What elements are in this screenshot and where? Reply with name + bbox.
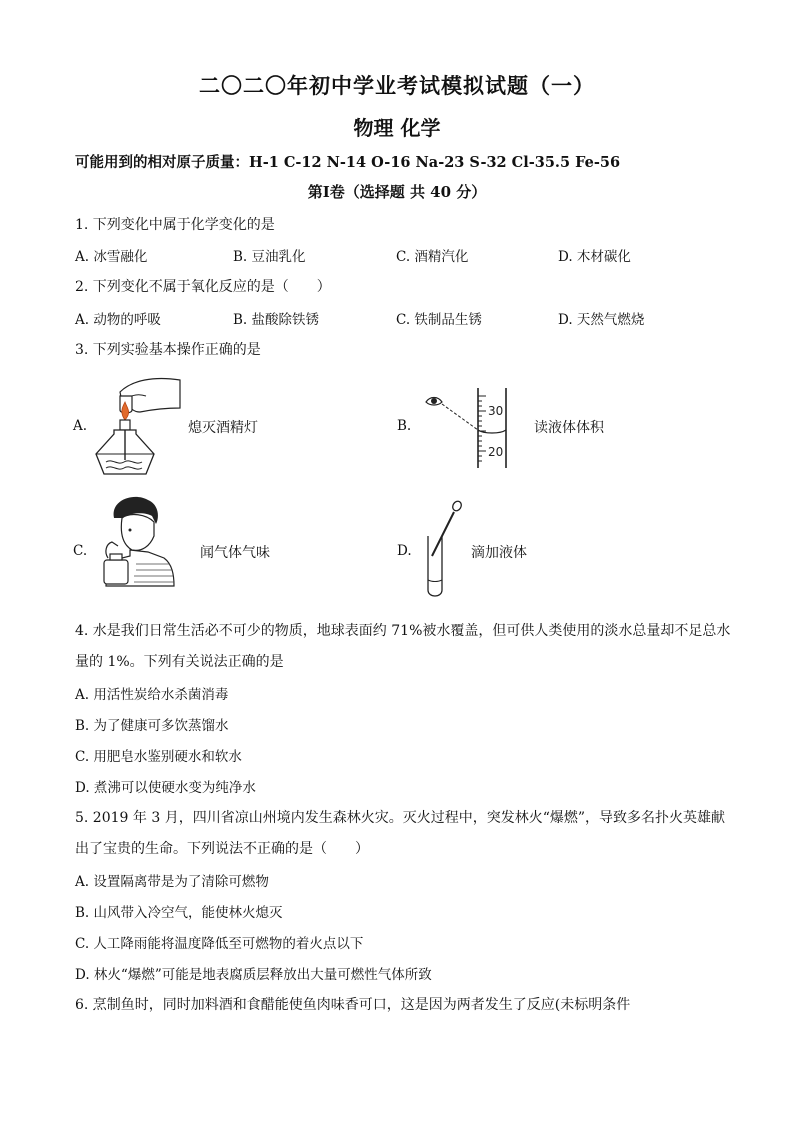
- question-5-stem-line-2: 出了宝贵的生命。下列说法不正确的是（ ）: [75, 841, 369, 857]
- question-4-option-c: C. 用肥皂水鉴别硬水和软水: [75, 749, 242, 765]
- cylinder-scale-top: 30: [488, 404, 504, 418]
- question-2-option-c: C. 铁制品生锈: [396, 312, 482, 328]
- question-5-option-b: B. 山风带入冷空气，能使林火熄灭: [75, 905, 283, 921]
- question-4-option-d: D. 煮沸可以使硬水变为纯净水: [75, 780, 256, 796]
- question-2-option-a: A. 动物的呼吸: [75, 312, 161, 328]
- question-4-option-b: B. 为了健康可多饮蒸馏水: [75, 718, 229, 734]
- question-1-stem: 1. 下列变化中属于化学变化的是: [75, 217, 275, 233]
- question-4-option-a: A. 用活性炭给水杀菌消毒: [75, 687, 229, 703]
- exam-title: 二〇二〇年初中学业考试模拟试题（一）: [199, 73, 595, 98]
- question-5-option-c: C. 人工降雨能将温度降低至可燃物的着火点以下: [75, 936, 364, 952]
- question-3-option-b-letter: B.: [397, 418, 412, 434]
- question-3-option-d-letter: D.: [397, 543, 412, 559]
- question-1-option-b: B. 豆油乳化: [233, 249, 306, 265]
- question-2-stem: 2. 下列变化不属于氧化反应的是（ ）: [75, 279, 331, 295]
- alcohol-lamp-icon: [92, 372, 182, 480]
- question-3-option-a-letter: A.: [73, 418, 88, 434]
- dropper-test-tube-icon: [418, 500, 468, 600]
- question-5-stem-line-1: 5. 2019 年 3 月，四川省凉山州境内发生森林火灾。灭火过程中，突发林火“爆燃”，导致多名扑火英雄献: [75, 810, 726, 826]
- question-3-option-c-caption: 闻气体气味: [200, 545, 270, 561]
- exam-subtitle: 物理 化学: [353, 116, 441, 140]
- graduated-cylinder-icon: [418, 384, 518, 470]
- question-5-option-a: A. 设置隔离带是为了清除可燃物: [75, 874, 269, 890]
- question-1-option-c: C. 酒精汽化: [396, 249, 469, 265]
- question-3-stem: 3. 下列实验基本操作正确的是: [75, 342, 261, 358]
- question-1-option-d: D. 木材碳化: [558, 249, 631, 265]
- cylinder-scale-bottom: 20: [488, 445, 504, 459]
- question-4-stem-line-1: 4. 水是我们日常生活必不可少的物质，地球表面约 71%被水覆盖，但可供人类使用的淡水总量却不足总水: [75, 623, 731, 639]
- question-3-option-d-caption: 滴加液体: [471, 545, 527, 561]
- question-1-option-a: A. 冰雪融化: [75, 249, 148, 265]
- question-5-option-d: D. 林火“爆燃”可能是地表腐质层释放出大量可燃性气体所致: [75, 967, 432, 983]
- question-3-option-a-caption: 熄灭酒精灯: [188, 420, 258, 436]
- atomic-masses: 可能用到的相对原子质量：H-1 C-12 N-14 O-16 Na-23 S-32 Cl-35.5 Fe-56: [75, 154, 621, 171]
- question-6-stem: 6. 烹制鱼时，同时加料酒和食醋能使鱼肉味香可口，这是因为两者发生了反应(未标明条件: [75, 997, 631, 1013]
- section-heading: 第Ⅰ卷（选择题 共 40 分）: [307, 183, 487, 201]
- question-3-option-b-caption: 读液体体积: [534, 420, 604, 436]
- question-4-stem-line-2: 量的 1%。下列有关说法正确的是: [75, 654, 284, 670]
- smelling-gas-icon: [100, 494, 180, 586]
- question-2-option-b: B. 盐酸除铁锈: [233, 312, 320, 328]
- question-2-option-d: D. 天然气燃烧: [558, 312, 645, 328]
- question-3-option-c-letter: C.: [73, 543, 88, 559]
